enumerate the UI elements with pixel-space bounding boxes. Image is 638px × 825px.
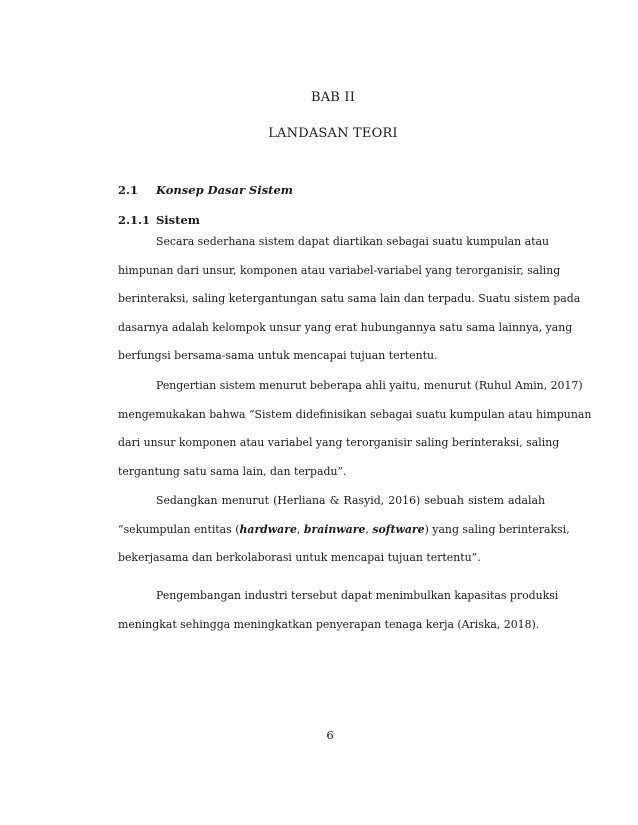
- line-segment: ) yang saling berinteraksi,: [424, 522, 570, 536]
- subsection-title: Sistem: [156, 213, 200, 227]
- term-software: software: [372, 522, 425, 536]
- paragraph-line: meningkat sehingga meningkatkan penyerapan tenaga kerja (Ariska, 2018).: [118, 617, 540, 631]
- paragraph-line: dasarnya adalah kelompok unsur yang erat hubungannya satu sama lainnya, yang: [118, 320, 573, 334]
- section-title: Konsep Dasar Sistem: [156, 183, 293, 197]
- paragraph-herliana: [118, 487, 570, 573]
- paragraph-line: tergantung satu sama lain, dan terpadu”.: [118, 464, 347, 478]
- paragraph-line: himpunan dari unsur, komponen atau variabel-variabel yang terorganisir, saling: [118, 263, 561, 277]
- paragraph-line: Pengertian sistem menurut beberapa ahli yaitu, menurut (Ruhul Amin, 2017): [156, 379, 583, 392]
- paragraph-expert-opinion: [118, 372, 592, 486]
- separator: ,: [296, 522, 304, 536]
- separator: ,: [365, 522, 373, 536]
- term-hardware: hardware: [239, 522, 297, 536]
- line-segment: “sekumpulan entitas (: [118, 522, 240, 536]
- chapter-title: LANDASAN TEORI: [268, 126, 398, 141]
- paragraph-line: bekerjasama dan berkolaborasi untuk mencapai tujuan tertentu”.: [118, 551, 481, 564]
- paragraph-line: Pengembangan industri tersebut dapat menimbulkan kapasitas produksi: [156, 589, 559, 602]
- term-brainware: brainware: [303, 522, 366, 536]
- paragraph-line: mengemukakan bahwa “Sistem didefinisikan sebagai suatu kumpulan atau himpunan: [118, 407, 592, 421]
- paragraph-line: dari unsur komponen atau variabel yang terorganisir saling berinteraksi, saling: [118, 436, 560, 449]
- paragraph-line: berfungsi bersama-sama untuk mencapai tujuan tertentu.: [118, 349, 438, 362]
- page-number: 6: [326, 728, 334, 742]
- paragraph-line: Sedangkan menurut (Herliana & Rasyid, 2016) sebuah sistem adalah: [156, 494, 545, 507]
- paragraph-definition: [118, 228, 581, 371]
- paragraph-line: Secara sederhana sistem dapat diartikan sebagai suatu kumpulan atau: [156, 235, 550, 248]
- chapter-number: BAB II: [310, 90, 356, 105]
- paragraph-line: [118, 516, 570, 545]
- subsection-number: 2.1.1: [118, 213, 151, 227]
- section-number: 2.1: [118, 183, 139, 197]
- paragraph-industry: [118, 582, 559, 639]
- paragraph-line: berinteraksi, saling ketergantungan satu sama lain dan terpadu. Suatu sistem pada: [118, 292, 581, 305]
